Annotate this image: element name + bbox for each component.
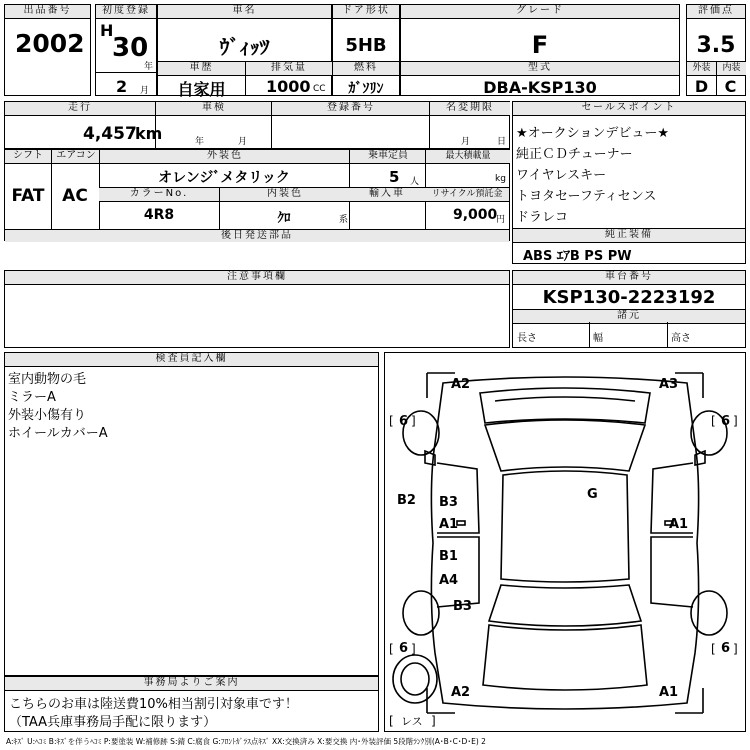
car-name-label: 車名 — [158, 5, 331, 19]
reg-number-label: 登録番号 — [271, 102, 430, 116]
svg-text:[: [ — [711, 414, 716, 428]
chassis-label: 車台番号 — [513, 271, 745, 285]
office-notice-line: （TAA兵庫事務局手配に限ります） — [9, 715, 217, 730]
max-load-unit: kg — [495, 174, 506, 184]
color-no: 4R8 — [143, 207, 175, 223]
recycle-unit: 円 — [496, 215, 506, 225]
capacity-label: 乗車定員 — [349, 150, 426, 164]
door-cell — [332, 4, 400, 96]
svg-text:]: ] — [733, 642, 738, 656]
shift: FAT — [11, 186, 45, 206]
model-label: 型式 — [401, 62, 679, 76]
chassis-cell — [512, 270, 746, 348]
chassis-number: KSP130-2223192 — [542, 287, 716, 308]
sales-points-label: セールスポイント — [513, 102, 745, 116]
sales-points-cell — [512, 101, 746, 229]
svg-text:]: ] — [431, 714, 436, 728]
max-load-label: 最大積載量 — [425, 150, 510, 164]
displacement-label: 排気量 — [245, 62, 332, 76]
mileage-label: 走行 — [5, 102, 155, 116]
specs-label: 諸元 — [513, 309, 745, 324]
spare-tire-status: レス — [401, 715, 423, 728]
lot-number: 2002 — [15, 29, 85, 58]
svg-text:[: [ — [389, 642, 394, 656]
recycle-label: リサイクル預託金 — [425, 188, 509, 202]
interior-score: C — [724, 77, 737, 96]
mark-b3-front: B3 — [439, 495, 458, 510]
grade-cell — [400, 4, 680, 96]
name-change-month-unit: 月 — [461, 137, 471, 147]
first-reg-label: 初度登録 — [96, 5, 156, 19]
legend-footer: A:ｷｽﾞ U:ﾍｺﾐ B:ｷｽﾞを伴うﾍｺﾐ P:要塗装 W:補修跡 S:錆 C:腐食 G:ﾌﾛﾝﾄｶﾞﾗｽ点ｷｽﾞ XX:交換済み X:要交換 内･外装評価 5段階ﾗﾝｸ別(A･B･C･D･E) 2 — [6, 737, 486, 746]
svg-text:]: ] — [733, 414, 738, 428]
name-change-day-unit: 日 — [497, 137, 507, 147]
score-label: 評価点 — [687, 5, 745, 19]
inspector-note: 室内動物の毛 — [8, 372, 87, 387]
mark-b1: B1 — [439, 549, 458, 564]
mark-right-rear-wheel: 6 — [721, 641, 731, 656]
lot-number-cell — [4, 4, 91, 96]
exterior-label: 外装 — [687, 62, 716, 76]
notes-label: 注意事項欄 — [5, 271, 509, 285]
mark-a4: A4 — [439, 573, 459, 588]
svg-text:[: [ — [389, 714, 394, 728]
score: 3.5 — [696, 33, 736, 58]
mark-rear-left: A2 — [451, 685, 471, 700]
notes-cell — [4, 270, 510, 348]
inspector-note: ホイールカバーA — [8, 426, 108, 441]
ac-label: エアコン — [51, 150, 100, 164]
color-label: 外装色 — [99, 150, 350, 164]
displacement: 1000 — [266, 77, 311, 96]
lot-number-label: 出品番号 — [5, 5, 90, 19]
mark-a1-right: A1 — [669, 517, 689, 532]
office-notice-cell — [4, 676, 379, 732]
sales-point: ★オークションデビュー★ — [516, 126, 670, 141]
inspector-label: 検査員記入欄 — [5, 353, 378, 367]
mark-left-rear-wheel: 6 — [399, 641, 409, 656]
capacity-unit: 人 — [410, 177, 420, 187]
svg-text:]: ] — [411, 414, 416, 428]
fuel-label: 燃料 — [333, 62, 399, 76]
height-label: 高さ — [671, 333, 691, 344]
mark-windshield-g: G — [587, 487, 598, 502]
first-registration-cell — [95, 4, 157, 96]
history-label: 車歴 — [158, 62, 245, 76]
mark-front-left: A2 — [451, 377, 471, 392]
interior-label: 内装 — [716, 62, 746, 76]
car-name-cell — [157, 4, 332, 99]
equipment: ABS ｴｱB PS PW — [523, 249, 632, 264]
reg-year: 30 — [112, 33, 149, 63]
grade-label: グレード — [401, 5, 679, 19]
grade: F — [531, 31, 549, 59]
mark-rear-right: A1 — [659, 685, 679, 700]
car-name: ｳﾞｨｯﾂ — [219, 35, 270, 59]
era: H — [100, 21, 114, 40]
mark-front-right: A3 — [659, 377, 679, 392]
damage-diagram — [384, 352, 746, 732]
year-unit: 年 — [144, 62, 154, 72]
shift-label: シフト — [5, 150, 51, 164]
interior-color-unit: 系 — [339, 215, 349, 225]
interior-color: ｸﾛ — [277, 211, 291, 226]
recycle-fee: 9,000 — [453, 207, 498, 223]
inspector-note: 外装小傷有り — [8, 408, 87, 423]
history: 自家用 — [177, 80, 226, 99]
door-type: 5HB — [345, 35, 387, 56]
model: DBA-KSP130 — [483, 78, 597, 97]
width-label: 幅 — [593, 333, 603, 344]
sales-point: ワイヤレスキー — [516, 168, 607, 183]
interior-color-label: 内装色 — [219, 188, 350, 202]
inspector-cell — [4, 352, 379, 676]
color-no-label: カラーNo. — [99, 188, 219, 202]
name-change-label: 名変期限 — [429, 102, 510, 116]
sales-point: トヨタセーフティセンス — [516, 189, 657, 204]
mark-left-front-wheel: 6 — [399, 414, 409, 429]
inspection-month-unit: 月 — [238, 137, 248, 147]
office-notice-line: こちらのお車は陸送費10%相当割引対象車です！ — [9, 697, 298, 712]
mileage-unit: km — [135, 124, 163, 143]
mark-b2: B2 — [397, 493, 416, 508]
mark-a1-left: A1 — [439, 517, 459, 532]
exterior-score: D — [694, 77, 709, 96]
month-unit: 月 — [140, 86, 150, 96]
door-label: ドア形状 — [333, 5, 399, 19]
inspection-label: 車検 — [155, 102, 272, 116]
mark-right-front-wheel: 6 — [721, 414, 731, 429]
score-cell — [686, 4, 746, 96]
later-parts-label: 後日発送部品 — [5, 229, 509, 242]
equipment-cell — [512, 228, 746, 264]
mark-b3-rear: B3 — [453, 599, 472, 614]
displacement-unit: CC — [313, 84, 326, 94]
capacity: 5 — [389, 168, 400, 186]
svg-text:[: [ — [389, 414, 394, 428]
inspection-year-unit: 年 — [195, 137, 205, 147]
office-notice-label: 事務局よりご案内 — [5, 677, 378, 691]
length-label: 長さ — [517, 333, 537, 344]
equipment-label: 純正装備 — [513, 229, 745, 243]
mileage-row — [4, 101, 510, 149]
inspector-note: ミラーA — [8, 390, 56, 405]
mileage: 4,457 — [83, 124, 137, 144]
sales-point: ドラレコ — [516, 210, 569, 225]
air-conditioner: AC — [62, 186, 88, 206]
sales-point: 純正ＣＤチューナー — [516, 147, 633, 162]
color: オレンジﾞメタリック — [158, 170, 290, 186]
car-outline-diagram — [385, 353, 745, 731]
svg-text:]: ] — [411, 642, 416, 656]
svg-text:[: [ — [711, 642, 716, 656]
fuel: ｶﾞｿﾘﾝ — [348, 81, 384, 97]
reg-month: 2 — [116, 77, 128, 96]
spec-block — [4, 149, 510, 241]
import-label: 輸入車 — [349, 188, 425, 202]
